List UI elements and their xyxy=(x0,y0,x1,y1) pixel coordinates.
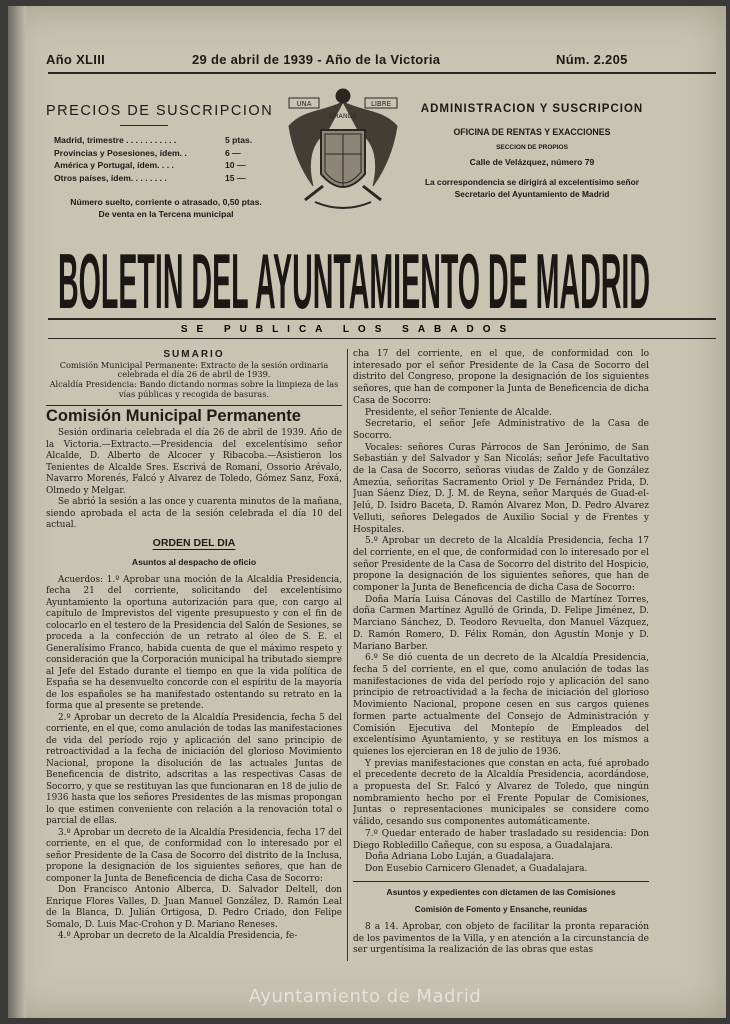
issue-year: Año XLIII xyxy=(46,52,106,67)
board-member: Presidente, el señor Teniente de Alcalde. xyxy=(365,407,552,418)
section-divider xyxy=(46,405,342,406)
commission-name-heading: Comisión de Fomento y Ensanche, reunidas xyxy=(414,905,588,915)
subscription-title: PRECIOS DE SUSCRIPCION xyxy=(46,103,274,119)
right-column xyxy=(353,349,649,957)
binding-spine xyxy=(8,6,26,1018)
administration-block xyxy=(408,102,656,200)
eagle-crest-icon xyxy=(283,82,403,222)
publication-frequency: SE PUBLICA LOS SABADOS xyxy=(180,324,516,335)
subscription-notes xyxy=(46,196,286,220)
session-paragraph: Se abrió la sesión a las once y cuarenta minutos de la mañana, siendo aprobada el acta de la sesión celebrada el día 10 del actual. xyxy=(46,497,342,531)
board-members: Vocales: señores Curas Párrocos de San Jerónimo, de San Sebastián y del Salvador y San Nicolás; señor Jefe Facultativo de la Casa de Socorro, señoras viudas de Zaldo y de González Amezúa, señoritas Sacramento Oriol y De Fernández Prida, D. Juan Sáenz Díez, D. J. M. de Reyna, señor Marqués de Guad-el-Jelú, D. Isidro Baceta, D. Ramón Alvarez Mon, D. Pedro Alvarez Velluti, señores Delegados de Auxilio Social y de Frentes y Hospitales. xyxy=(353,442,649,535)
names-paragraph: Doña María Luisa Cánovas del Castillo de Martínez Torres, doña Carmen Martínez Agulló de Grinda, D. Felipe Jiménez, D. Marciano Sánchez, D. Teodoro Revuelta, don Manuel Vázquez, D. Ramón Romero, D. Félix Román, don Agustín Monje y D. Mariano Barber. xyxy=(353,594,649,652)
newspaper-page xyxy=(8,6,726,1018)
subscription-rule xyxy=(120,125,168,126)
sale-point-note: De venta en la Tercena municipal xyxy=(98,209,234,219)
decree-paragraph: cha 17 del corriente, en el que, de conformidad con lo interesado por el señor Presidente de la Casa de Socorro del distrito del Congreso, propone la designación de los siguientes señores, que han de componer la Junta de Beneficencia de dicha Casa de Socorro: xyxy=(353,349,649,406)
price-row: América y Portugal, ídem. . . . 10 — xyxy=(54,160,246,171)
summary-title: SUMARIO xyxy=(163,349,225,360)
archive-watermark: Ayuntamiento de Madrid xyxy=(248,986,482,1007)
price-row: Provincias y Posesiones, ídem. . 6 — xyxy=(54,147,241,158)
section-divider xyxy=(353,881,649,882)
issue-date: 29 de abril de 1939 - Año de la Victoria xyxy=(192,52,441,67)
office-name: OFICINA DE RENTAS Y EXACCIONES xyxy=(453,127,611,137)
residence-paragraph: Don Eusebio Carnicero Glenadet, a Guadalajara. xyxy=(365,863,588,874)
price-row: Otros países, ídem. . . . . . . . 15 — xyxy=(54,172,246,183)
matters-heading: Asuntos al despacho de oficio xyxy=(131,557,257,568)
issue-number: Núm. 2.205 xyxy=(556,52,628,67)
board-member: Secretario, el señor Jefe Administrativo de la Casa de Socorro. xyxy=(353,419,649,441)
residence-paragraph: 7.º Quedar enterado de haber trasladado su residencia: Don Diego Robledillo Cañeque, con su esposa, a Guadalajara. xyxy=(353,828,649,851)
masthead-rule xyxy=(48,318,716,320)
masthead-title: BOLETIN DEL AYUNTAMIENTO DE MADRID xyxy=(58,237,650,318)
summary-item: Comisión Municipal Permanente: Extracto de la sesión ordinaria celebrada el día 26 de abril de 1939. xyxy=(59,359,329,380)
agreement-paragraph: Acuerdos: 1.º Aprobar una moción de la Alcaldía Presidencia, fecha 21 del corriente, solicitando del excelentísimo Ayuntamiento la oportuna autorización para que, con cargo al capítulo de Imprevistos del vigente presupuesto y con el fin de colocarlo en el testero de la Presidencia del Salón de Sesiones, se proceda a la confección de un retrato al óleo de S. E. el Generalísimo Franco, habida cuenta de que el máximo respeto y consideración que la Corporación municipal ha tributado siempre al Jefe del Estado durante el tiempo en que la vida política de España se ha desenvuelto concorde con el espíritu de la mayoría de los españoles se ha manifestado ostentando su retrato en la forma que al presente se pretende. xyxy=(46,574,342,712)
names-paragraph: Don Francisco Antonio Alberca, D. Salvador Deltell, don Enrique Flores Valles, D. Juan Manuel González, D. Ramón Leal de la Blanca, D. Julián Ortigosa, D. Pedro Criado, don Felipe Somalo, D. Luis Mac-Crohon y D. Mariano Reneses. xyxy=(46,885,342,930)
office-section: SECCION DE PROPIOS xyxy=(496,144,568,151)
price-row: Madrid, trimestre . . . . . . . . . . . 5 ptas. xyxy=(54,135,253,145)
yoke-arrows xyxy=(315,202,371,208)
summary-item: Alcaldía Presidencia: Bando dictando normas sobre la limpieza de las vías públicas y recogida de basuras. xyxy=(49,379,339,399)
motto-grande: GRANDE xyxy=(329,112,357,120)
agreement-paragraph: 4.º Aprobar un decreto de la Alcaldía Presidencia, fe- xyxy=(58,931,298,942)
masthead xyxy=(54,232,654,318)
commission-heading: Comisión Municipal Permanente xyxy=(46,406,301,425)
price-list xyxy=(54,134,269,184)
left-column xyxy=(46,349,342,943)
eagle-claws xyxy=(305,186,381,200)
agreement-paragraph: 2.º Aprobar un decreto de la Alcaldía Presidencia, fecha 5 del corriente, en el que, como anulación de todas las manifestaciones de vida del período rojo y aplicación del sano principio de retroactividad a la fecha de iniciación del glorioso Movimiento Nacional, propone la disolución de las actuales Juntas de Beneficencia de distrito, adscritas a las respectivas Casas de Socorro, y que se restituyan las que funcionaran en 18 de julio de 1936 hasta que los señores Presidentes de las mismas propongan lo que estimen conveniente con relación a la renovación total o parcial de ellas. xyxy=(46,712,342,827)
motto-una: UNA xyxy=(296,100,312,108)
residence-paragraph: Doña Adriana Lobo Luján, a Guadalajara. xyxy=(365,852,555,863)
decree-paragraph: Y previas manifestaciones que constan en acta, fué aprobado el precedente decreto de la Alcaldía Presidencia, acordándose, a propuesta del Sr. Falcó y Alvarez de Toledo, que ningún nombramiento hecho por el Frente Popular de Comisiones, Juntas o representaciones municipales se considere como válido, cesando sus componentes automáticamente. xyxy=(353,758,649,828)
single-issue-note: Número suelto, corriente o atrasado, 0,50 ptas. xyxy=(70,197,262,207)
commission-paragraph: 8 a 14. Aprobar, con objeto de facilitar la pronta reparación de los pavimentos de la Villa, y en atención a la circunstancia de ser urgentísima la realización de las obras que estas xyxy=(353,922,649,956)
subhead-rule xyxy=(48,338,716,339)
header-rule xyxy=(48,72,716,74)
session-paragraph: Sesión ordinaria celebrada el día 26 de abril de 1939. Año de la Victoria.—Extracto.—Presidencia del excelentísimo señor Alcalde, D. Alberto de Alcocer y Ribacoba.—Asistieron los Tenientes de Alcalde Sres. Escrivá de Romaní, Ossorio Arévalo, Navarro Morenés, Falcó y Alvarez de Toledo, Gómez Sanz, Foxá, Olmedo y Melgar. xyxy=(46,428,342,496)
office-address: Calle de Velázquez, número 79 xyxy=(469,157,595,167)
commission-matters-heading: Asuntos y expedientes con dictamen de las Comisiones xyxy=(386,886,616,897)
decree-paragraph: 6.º Se dió cuenta de un decreto de la Alcaldía Presidencia, fecha 5 del corriente, en el que, como anulación de todas las manifestaciones de vida del período rojo y aplicación del sano principio de retroactividad a la fecha de iniciación del glorioso Movimiento Nacional, propone cesen en sus cargos quienes formen parte actualmente del Consejo de Administración y Comisión Ejecutiva del Montepío de Empleados del excelentísimo Ayuntamiento, y se restituya en los mismos a quienes los ejercieran en 18 de julio de 1936. xyxy=(353,653,649,757)
eagle-head xyxy=(336,89,350,103)
decree-paragraph: 5.º Aprobar un decreto de la Alcaldía Presidencia, fecha 17 del corriente, en el que, de conformidad con lo interesado por el señor Presidente de la Casa de Socorro del distrito del Hospicio, propone la designación de los siguientes señores, que han de componer la Junta de Beneficencia de dicha Casa de Socorro: xyxy=(353,536,649,594)
order-of-day-heading: ORDEN DEL DIA xyxy=(152,536,236,549)
correspondence-note: La correspondencia se dirigirá al excelentísimo señor Secretario del Ayuntamiento de Madrid xyxy=(424,177,640,199)
agreement-paragraph: 3.º Aprobar un decreto de la Alcaldía Presidencia, fecha 17 del corriente, en el que, de conformidad con lo interesado por el señor Presidente de la Casa de Socorro del distrito de la Inclusa, propone la designación de los siguientes señores, que han de componer la Junta de Beneficencia de dicha Casa de Socorro: xyxy=(46,827,342,884)
administration-title: ADMINISTRACION Y SUSCRIPCION xyxy=(420,103,644,115)
column-divider xyxy=(347,349,348,961)
motto-libre: LIBRE xyxy=(370,100,392,108)
